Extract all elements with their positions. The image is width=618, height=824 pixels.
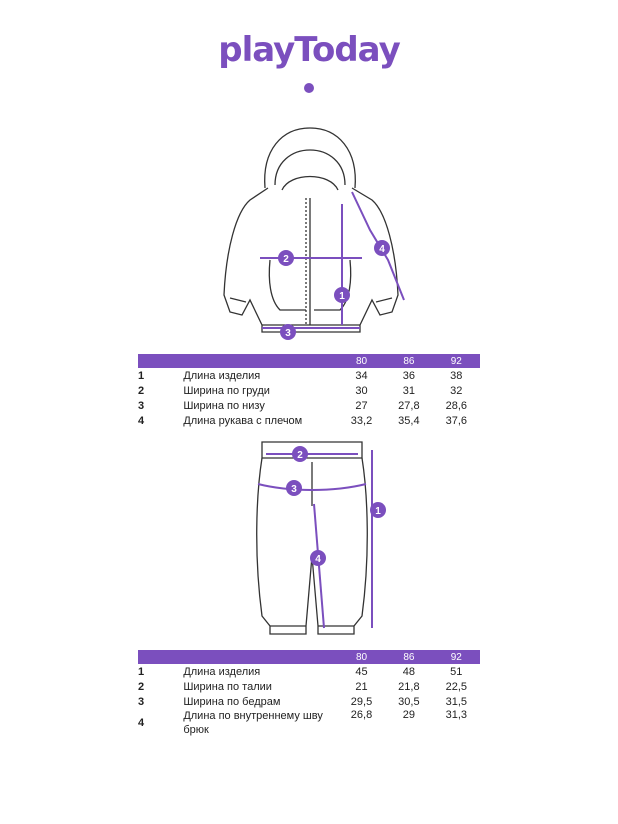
row-value: 38 bbox=[450, 369, 463, 382]
jacket-marker-2: 2 bbox=[283, 254, 289, 265]
row-label: Длина изделия bbox=[183, 665, 261, 678]
row-label: Ширина по талии bbox=[183, 680, 272, 693]
row-number: 1 bbox=[138, 369, 145, 382]
size-80: 80 bbox=[338, 650, 385, 664]
row-value: 48 bbox=[402, 665, 416, 678]
row-value: 30 bbox=[355, 384, 368, 397]
row-value: 29,5 bbox=[350, 695, 373, 708]
table-row bbox=[138, 694, 480, 709]
row-value: 30,5 bbox=[398, 695, 420, 708]
row-label: Длина по внутреннему шву брюк bbox=[183, 710, 323, 736]
row-value: 22,5 bbox=[445, 680, 467, 693]
size-92: 92 bbox=[433, 650, 480, 664]
jacket-drawing bbox=[0, 120, 618, 350]
table-row bbox=[138, 413, 480, 428]
pants-size-table bbox=[138, 650, 480, 737]
jacket-marker-3: 3 bbox=[285, 328, 291, 339]
row-value: 34 bbox=[355, 369, 368, 382]
row-value: 45 bbox=[355, 665, 368, 678]
row-value: 32 bbox=[450, 384, 463, 397]
pants-drawing bbox=[0, 436, 618, 642]
row-value: 31,5 bbox=[445, 695, 467, 708]
row-value: 35,4 bbox=[398, 414, 420, 427]
row-value: 36 bbox=[402, 369, 416, 382]
table-row bbox=[138, 679, 480, 694]
size-92: 92 bbox=[433, 354, 480, 368]
jacket-table-header bbox=[138, 354, 480, 368]
row-number: 2 bbox=[138, 384, 145, 397]
row-number: 4 bbox=[138, 717, 145, 729]
row-value: 27,8 bbox=[398, 399, 420, 412]
jacket-marker-1: 1 bbox=[339, 291, 345, 302]
pants-marker-4: 4 bbox=[315, 554, 321, 565]
size-80: 80 bbox=[338, 354, 385, 368]
row-number: 2 bbox=[138, 680, 145, 693]
jacket-size-table bbox=[138, 354, 480, 428]
table-row bbox=[138, 368, 480, 383]
row-number: 1 bbox=[138, 665, 145, 678]
pants-table-header bbox=[138, 650, 480, 664]
row-number: 4 bbox=[138, 414, 145, 427]
brand-logo: playToday bbox=[218, 30, 400, 70]
row-value: 37,6 bbox=[445, 414, 467, 427]
row-value: 29 bbox=[402, 709, 416, 721]
jacket-marker-4: 4 bbox=[379, 244, 385, 255]
row-number: 3 bbox=[138, 695, 145, 708]
row-label: Ширина по низу bbox=[183, 399, 265, 412]
table-row bbox=[138, 383, 480, 398]
row-value: 31,3 bbox=[445, 709, 467, 721]
row-label: Длина рукава с плечом bbox=[183, 414, 303, 427]
row-label: Ширина по груди bbox=[183, 384, 270, 397]
pants-marker-3: 3 bbox=[291, 484, 297, 495]
row-value: 21 bbox=[355, 680, 368, 693]
row-number: 3 bbox=[138, 399, 145, 412]
table-row bbox=[138, 398, 480, 413]
row-value: 31 bbox=[402, 384, 416, 397]
row-label: Ширина по бедрам bbox=[183, 695, 281, 708]
pants-marker-2: 2 bbox=[297, 450, 303, 461]
row-value: 51 bbox=[450, 665, 463, 678]
size-86: 86 bbox=[385, 650, 432, 664]
row-value: 27 bbox=[355, 399, 368, 412]
row-value: 26,8 bbox=[350, 709, 373, 721]
table-row bbox=[138, 664, 480, 679]
pants-marker-1: 1 bbox=[375, 506, 381, 517]
row-value: 33,2 bbox=[350, 414, 373, 427]
table-row bbox=[138, 709, 480, 737]
row-value: 28,6 bbox=[445, 399, 467, 412]
row-label: Длина изделия bbox=[183, 369, 261, 382]
size-86: 86 bbox=[385, 354, 432, 368]
row-value: 21,8 bbox=[398, 680, 420, 693]
logo-dot bbox=[304, 83, 314, 93]
